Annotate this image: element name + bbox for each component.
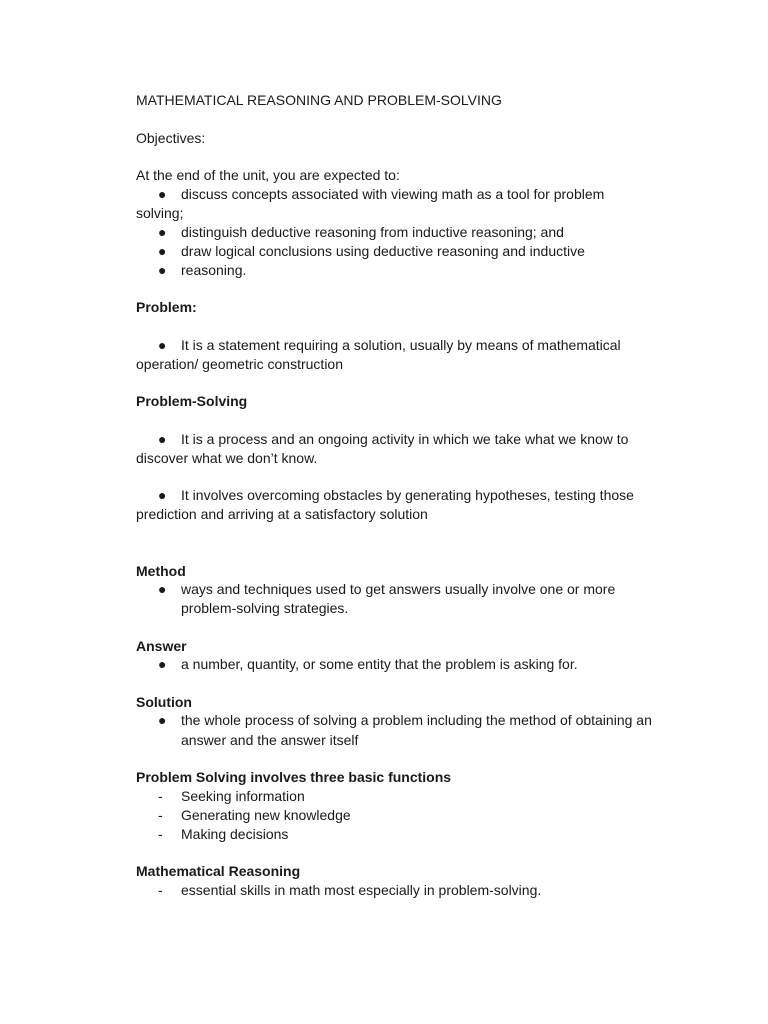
function-item: Seeking information xyxy=(181,788,305,804)
problem-solving-point-1: It is a process and an ongoing activity in which we take what we know to xyxy=(181,431,629,447)
list-item xyxy=(136,242,656,261)
method-heading: Method xyxy=(136,563,186,579)
bullet-icon: ● xyxy=(158,262,167,278)
reasoning-heading: Mathematical Reasoning xyxy=(136,863,301,879)
list-item xyxy=(136,655,656,674)
dash-icon: - xyxy=(158,807,163,823)
list-item xyxy=(136,825,656,844)
list-item xyxy=(136,185,656,204)
problem-solving-point-2: It involves overcoming obstacles by generating hypotheses, testing those xyxy=(181,487,634,503)
bullet-icon: ● xyxy=(158,656,167,672)
document-title: MATHEMATICAL REASONING AND PROBLEM-SOLVING xyxy=(136,92,502,108)
list-item xyxy=(136,223,656,242)
method-definition: ways and techniques used to get answers usually involve one or more xyxy=(181,581,616,597)
list-item xyxy=(136,580,656,599)
dash-icon: - xyxy=(158,882,163,898)
function-item: Generating new knowledge xyxy=(181,807,351,823)
reasoning-definition: essential skills in math most especially in problem-solving. xyxy=(181,882,542,898)
objective-text: reasoning. xyxy=(181,262,247,278)
bullet-icon: ● xyxy=(158,581,167,597)
list-item xyxy=(136,261,656,280)
list-item xyxy=(136,806,656,825)
dash-icon: - xyxy=(158,826,163,842)
problem-definition-continuation: operation/ geometric construction xyxy=(136,356,343,372)
list-item xyxy=(136,486,656,505)
objectives-label: Objectives: xyxy=(136,130,206,146)
bullet-icon: ● xyxy=(158,224,167,240)
objective-text: discuss concepts associated with viewing math as a tool for problem xyxy=(181,186,605,202)
answer-definition: a number, quantity, or some entity that the problem is asking for. xyxy=(181,656,578,672)
function-item: Making decisions xyxy=(181,826,289,842)
answer-heading: Answer xyxy=(136,638,187,654)
bullet-icon: ● xyxy=(158,337,167,353)
dash-icon: - xyxy=(158,788,163,804)
bullet-icon: ● xyxy=(158,243,167,259)
solution-heading: Solution xyxy=(136,694,192,710)
problem-solving-point-2-continuation: prediction and arriving at a satisfactory solution xyxy=(136,506,428,522)
solution-definition-continuation: answer and the answer itself xyxy=(181,732,359,748)
bullet-icon: ● xyxy=(158,712,167,728)
objectives-intro: At the end of the unit, you are expected to: xyxy=(136,167,400,183)
objective-text: draw logical conclusions using deductive reasoning and inductive xyxy=(181,243,585,259)
problem-definition: It is a statement requiring a solution, usually by means of mathematical xyxy=(181,337,621,353)
list-item xyxy=(136,881,656,900)
bullet-icon: ● xyxy=(158,431,167,447)
problem-solving-point-1-continuation: discover what we don’t know. xyxy=(136,450,318,466)
list-item-continuation xyxy=(136,599,656,618)
list-item xyxy=(136,430,656,449)
solution-definition: the whole process of solving a problem including the method of obtaining an xyxy=(181,712,652,728)
list-item-continuation xyxy=(136,731,656,750)
objective-text: distinguish deductive reasoning from inductive reasoning; and xyxy=(181,224,564,240)
list-item xyxy=(136,336,656,355)
functions-heading: Problem Solving involves three basic functions xyxy=(136,769,452,785)
list-item xyxy=(136,787,656,806)
problem-solving-heading: Problem-Solving xyxy=(136,393,248,409)
objective-continuation: solving; xyxy=(136,205,184,221)
method-definition-continuation: problem-solving strategies. xyxy=(181,600,349,616)
problem-heading: Problem: xyxy=(136,299,197,315)
bullet-icon: ● xyxy=(158,186,167,202)
list-item xyxy=(136,711,656,730)
bullet-icon: ● xyxy=(158,487,167,503)
